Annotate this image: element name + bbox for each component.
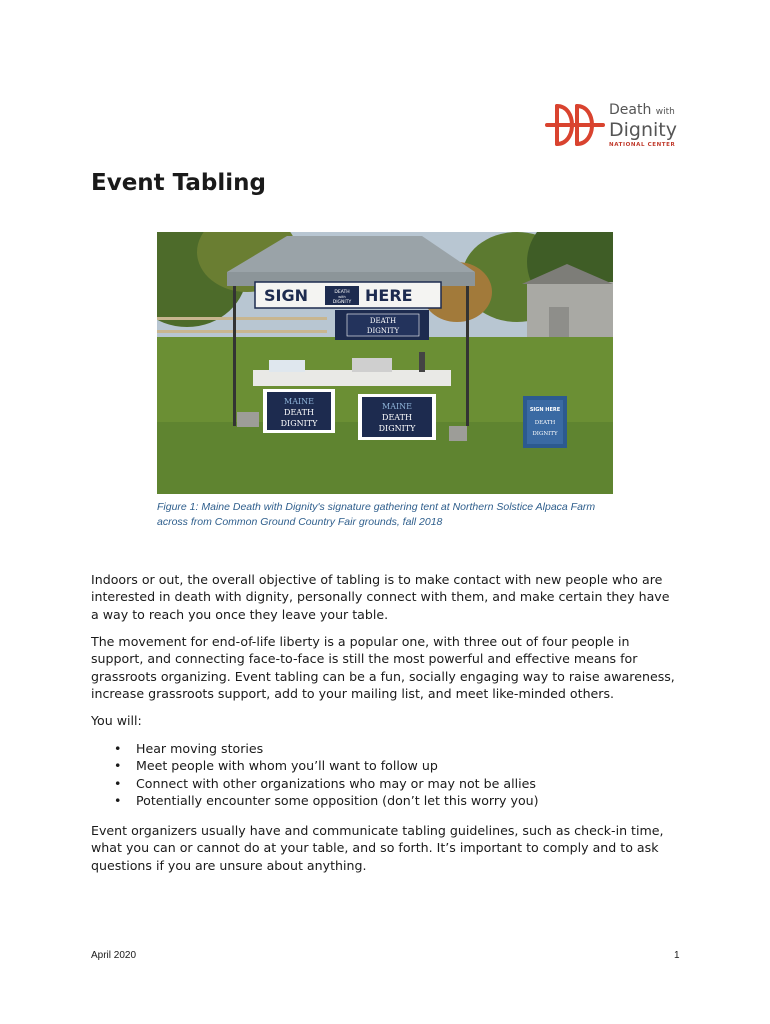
table-sign-1-line-1: MAINE	[284, 397, 314, 406]
list-item	[91, 775, 651, 792]
bullet-icon: •	[114, 793, 122, 809]
yard-sign-line-3: DIGNITY	[532, 431, 558, 437]
banner-sign-text: SIGN	[264, 286, 308, 305]
tent-sign-top: DEATH	[369, 317, 397, 325]
list-item-text: Hear moving stories	[136, 741, 264, 756]
paragraph-guidelines: Event organizers usually have and communicate tabling guidelines, such as check-in time, what you can or cannot do at your table, and so forth. It’s important to comply and to ask questions if you are unsure about anything.	[91, 823, 664, 873]
table-sign-2-line-3: DIGNITY	[378, 424, 416, 433]
logo-with: with	[655, 107, 675, 117]
bullet-icon: •	[114, 758, 122, 774]
banner-brand-bottom: DIGNITY	[332, 300, 352, 305]
tent-photo	[157, 232, 613, 494]
paragraph-movement: The movement for end-of-life liberty is a popular one, with three out of four people in support, and connecting face-to-face is still the most powerful and effective means for grassroots organizing. Event tabling can be a fun, socially engaging way to raise awareness, increase grassroots support, add to your mailing list, and meet like-minded others.	[91, 634, 675, 702]
list-item	[91, 757, 651, 774]
paragraph-objective: Indoors or out, the overall objective of tabling is to make contact with new people who are interested in death with dignity, personally connect with them, and make certain they have a way to reach you once they leave your table.	[91, 572, 670, 622]
footer-date: April 2020	[91, 950, 137, 961]
page-title: Event Tabling	[91, 170, 266, 196]
dd-logo-mark-icon	[543, 100, 605, 150]
list-item-text: Meet people with whom you’ll want to follow up	[136, 758, 438, 774]
logo-dignity: Dignity	[609, 119, 677, 141]
bullet-icon: •	[114, 775, 122, 791]
table-sign-1-line-2: DEATH	[284, 408, 314, 417]
page-number: 1	[674, 950, 680, 961]
list-item-text: Connect with other organizations who may or may not be allies	[136, 775, 536, 791]
list-item	[91, 740, 651, 757]
tent-sign-bottom: DIGNITY	[366, 327, 400, 335]
table-sign-2-line-1: MAINE	[382, 402, 412, 411]
banner-brand-top: DEATH	[334, 290, 350, 295]
bullet-icon: •	[114, 741, 122, 756]
paragraph-you-will: You will:	[91, 713, 142, 728]
list-item-text: Potentially encounter some opposition (don’t let this worry you)	[136, 793, 539, 809]
table-sign-1-line-3: DIGNITY	[280, 419, 318, 428]
yard-sign-line-2: DEATH	[534, 420, 556, 426]
death-with-dignity-logo	[543, 100, 677, 152]
yard-sign-line-1: SIGN HERE	[529, 407, 561, 413]
logo-death: Death	[609, 102, 652, 118]
list-item	[91, 792, 651, 809]
table-sign-2-line-2: DEATH	[382, 413, 412, 422]
banner-here-text: HERE	[365, 286, 413, 305]
bullet-list	[91, 740, 651, 810]
figure-caption: Figure 1: Maine Death with Dignity's signature gathering tent at Northern Solstice Alpaca Farm across from Common Ground Country Fair grounds, fall 2018	[157, 501, 596, 528]
logo-national-center: NATIONAL CENTER	[609, 142, 676, 148]
banner-brand-mid: with	[338, 295, 346, 299]
